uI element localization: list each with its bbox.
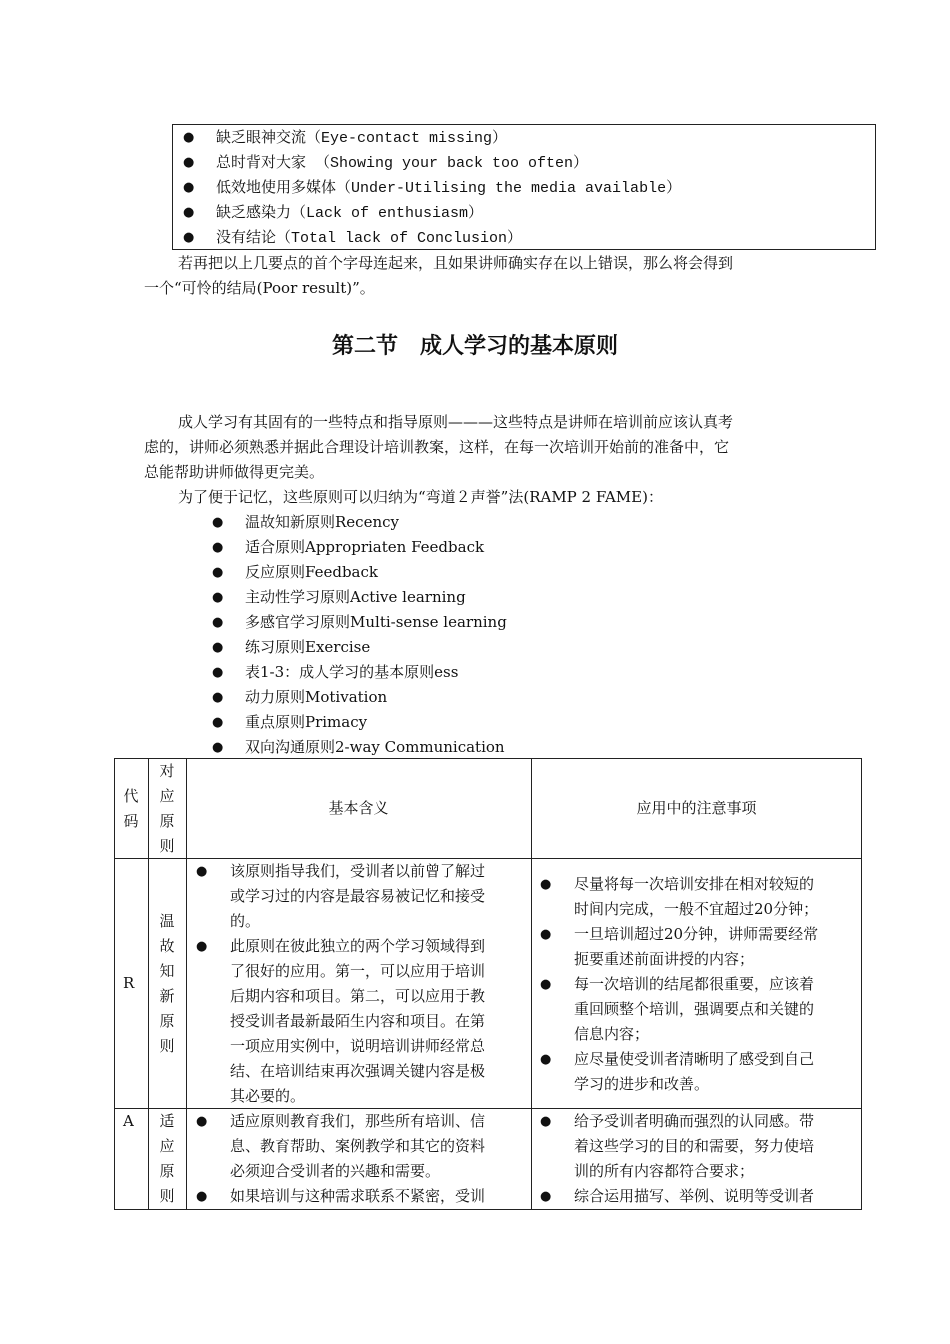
notes-line: 扼要重述前面讲授的内容；	[574, 950, 755, 968]
item-cn: 没有结论	[216, 228, 277, 246]
meaning-line: 授受训者最新最陌生内容和项目。在第	[230, 1012, 486, 1030]
notes-line: 信息内容；	[574, 1025, 650, 1043]
bullet-icon: ●	[212, 690, 224, 705]
principle-item	[0, 660, 500, 685]
item-cn: 总时背对大家	[216, 153, 307, 171]
meaning-line: 后期内容和项目。第二，可以应用于教	[230, 987, 486, 1005]
principle-label: 表1-3：成人学习的基本原则ess	[245, 663, 459, 681]
notes-line: 应尽量使受训者清晰明了感受到自己	[574, 1050, 815, 1068]
bullet-icon: ●	[540, 927, 552, 942]
item-en: （Total lack of Conclusion）	[276, 230, 523, 247]
bullet-icon: ●	[196, 939, 208, 954]
bullet-icon: ●	[212, 640, 224, 655]
intro-line-2: 一个“可怜的结局(Poor result)”。	[144, 279, 375, 297]
principle-item	[0, 685, 500, 710]
principle-label: 主动性学习原则Active learning	[245, 588, 466, 606]
principle-item	[0, 560, 500, 585]
bullet-icon: ●	[212, 540, 224, 555]
bullet-icon: ●	[196, 1189, 208, 1204]
list-item	[173, 200, 873, 225]
principle-item	[0, 610, 507, 635]
principle-label: 双向沟通原则2-way Communication	[245, 738, 505, 756]
principle-item	[0, 735, 505, 760]
principle-label: 多感官学习原则Multi-sense learning	[245, 613, 507, 631]
bullet-icon: ●	[540, 1114, 552, 1129]
notes-line: 一旦培训超过20分钟，讲师需要经常	[574, 925, 819, 943]
list-item	[173, 125, 873, 150]
row-code: R	[123, 974, 135, 992]
meaning-line: 如果培训与这种需求联系不紧密，受训	[230, 1187, 486, 1205]
row-principle: 适 应 原 则	[159, 1112, 175, 1205]
table-divider	[186, 758, 187, 1210]
bullet-icon: ●	[212, 515, 224, 530]
meaning-line: 一项应用实例中，说明培训讲师经常总	[230, 1037, 486, 1055]
notes-line: 综合运用描写、举例、说明等受训者	[574, 1187, 815, 1205]
item-cn: 缺乏感染力	[216, 203, 292, 221]
bullet-icon: ●	[212, 590, 224, 605]
principle-label: 适合原则Appropriaten Feedback	[245, 538, 485, 556]
bullet-icon: ●	[183, 205, 195, 220]
meaning-line: 此原则在彼此独立的两个学习领域得到	[230, 937, 486, 955]
bullet-icon: ●	[212, 665, 224, 680]
meaning-line: 息、教育帮助、案例教学和其它的资料	[230, 1137, 486, 1155]
header-code: 代 码	[123, 787, 139, 830]
principle-item	[0, 585, 500, 610]
meaning-line: 或学习过的内容是最容易被记忆和接受	[230, 887, 486, 905]
notes-line: 时间内完成，一般不宜超过20分钟；	[574, 900, 819, 918]
header-notes: 应用中的注意事项	[636, 799, 757, 817]
table-divider	[531, 758, 532, 1210]
item-cn: 低效地使用多媒体	[216, 178, 337, 196]
principle-label: 重点原则Primacy	[245, 713, 368, 731]
meaning-line: 必须迎合受训者的兴趣和需要。	[230, 1162, 441, 1180]
header-meaning: 基本含义	[328, 799, 389, 817]
bullet-icon: ●	[540, 977, 552, 992]
notes-line: 学习的进步和改善。	[574, 1075, 710, 1093]
item-en: （Lack of enthusiasm）	[291, 205, 484, 222]
deficiency-list-box	[172, 124, 876, 250]
body-line-2: 虑的，讲师必须熟悉并据此合理设计培训教案，这样，在每一次培训开始前的准备中，它	[144, 438, 730, 456]
body-line-4: 为了便于记忆，这些原则可以归纳为“弯道２声誉”法(RAMP 2 FAME)：	[178, 488, 663, 506]
principle-item	[0, 510, 500, 535]
bullet-icon: ●	[540, 877, 552, 892]
table-divider	[114, 858, 862, 859]
bullet-icon: ●	[212, 715, 224, 730]
principle-label: 练习原则Exercise	[245, 638, 371, 656]
meaning-line: 的。	[230, 912, 261, 930]
bullet-icon: ●	[183, 130, 195, 145]
body-line-1: 成人学习有其固有的一些特点和指导原则———这些特点是讲师在培训前应该认真考	[178, 413, 734, 431]
notes-line: 着这些学习的目的和需要，努力使培	[574, 1137, 815, 1155]
item-en: （Under-Utilising the media available）	[336, 180, 682, 197]
notes-line: 训的所有内容都符合要求；	[574, 1162, 755, 1180]
section-title: 第二节 成人学习的基本原则	[331, 334, 618, 359]
notes-line: 给予受训者明确而强烈的认同感。带	[574, 1112, 815, 1130]
intro-line-1: 若再把以上几要点的首个字母连起来，且如果讲师确实存在以上错误，那么将会得到	[178, 254, 734, 272]
row-principle: 温 故 知 新 原 则	[159, 912, 175, 1055]
principle-item	[0, 710, 500, 735]
meaning-line: 其必要的。	[230, 1087, 306, 1105]
item-en: （Eye-contact missing）	[306, 130, 508, 147]
item-cn: 缺乏眼神交流	[216, 128, 307, 146]
bullet-icon: ●	[183, 180, 195, 195]
table-divider	[148, 758, 149, 1210]
meaning-line: 该原则指导我们，受训者以前曾了解过	[230, 862, 486, 880]
bullet-icon: ●	[196, 1114, 208, 1129]
bullet-icon: ●	[183, 155, 195, 170]
item-en: （Showing your back too often）	[306, 155, 589, 172]
meaning-line: 了很好的应用。第一，可以应用于培训	[230, 962, 486, 980]
body-line-3: 总能帮助讲师做得更完美。	[144, 463, 325, 481]
meaning-line: 结、在培训结束再次强调关键内容是极	[230, 1062, 486, 1080]
list-item	[173, 150, 873, 175]
principle-item	[0, 635, 500, 660]
list-item	[173, 225, 873, 250]
principle-label: 温故知新原则Recency	[245, 513, 399, 531]
bullet-icon: ●	[540, 1052, 552, 1067]
bullet-icon: ●	[540, 1189, 552, 1204]
notes-line: 尽量将每一次培训安排在相对较短的	[574, 875, 815, 893]
list-item	[173, 175, 873, 200]
bullet-icon: ●	[212, 565, 224, 580]
bullet-icon: ●	[212, 615, 224, 630]
principle-label: 反应原则Feedback	[245, 563, 378, 581]
bullet-icon: ●	[212, 740, 224, 755]
row-code: A	[123, 1112, 134, 1130]
bullet-icon: ●	[196, 864, 208, 879]
notes-line: 重回顾整个培训，强调要点和关键的	[574, 1000, 815, 1018]
meaning-line: 适应原则教育我们，那些所有培训、信	[230, 1112, 486, 1130]
principle-item	[0, 535, 500, 560]
bullet-icon: ●	[183, 230, 195, 245]
notes-line: 每一次培训的结尾都很重要，应该着	[574, 975, 815, 993]
header-principle: 对 应 原 则	[159, 762, 175, 855]
principle-label: 动力原则Motivation	[245, 688, 388, 706]
